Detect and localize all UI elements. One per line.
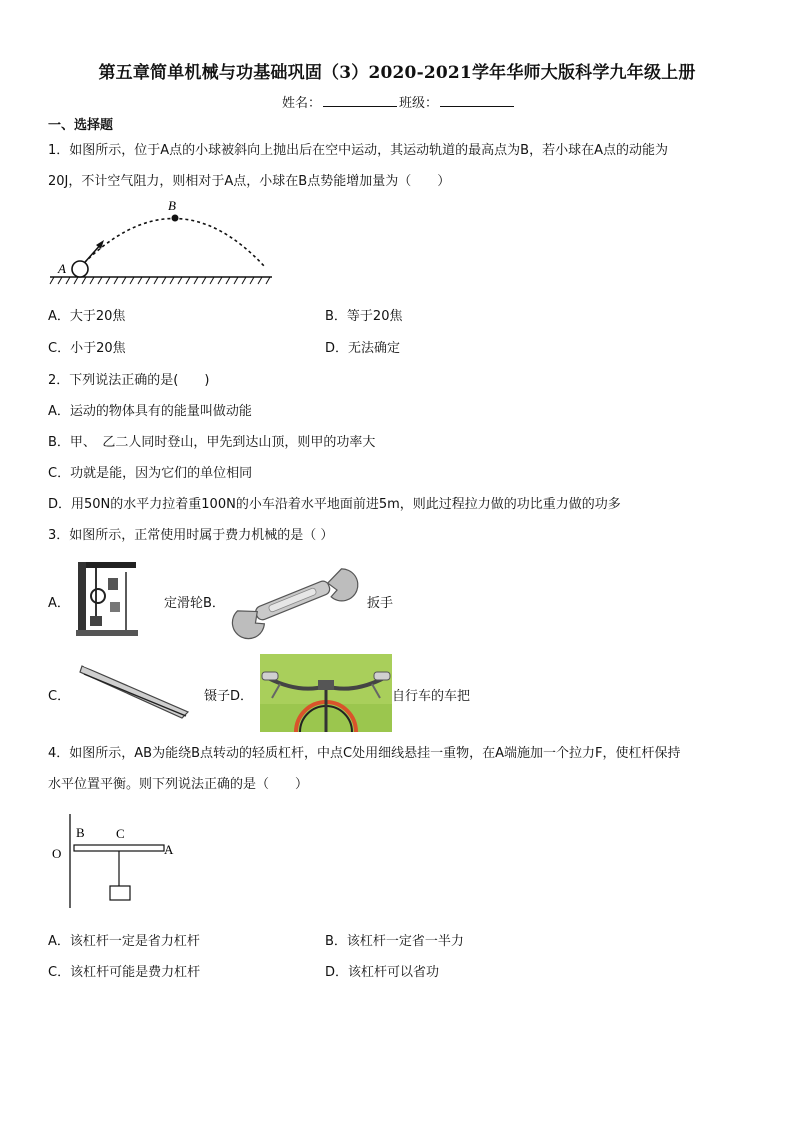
- q1-option-a[interactable]: A．大于20焦: [48, 309, 126, 324]
- q1-option-b[interactable]: B．等于20焦: [325, 309, 403, 324]
- q1-option-c[interactable]: C．小于20焦: [48, 341, 126, 356]
- q3-option-b-label: 扳手: [367, 596, 394, 611]
- ball-icon: [72, 261, 88, 277]
- name-label: 姓名：: [282, 96, 322, 111]
- q4-option-b[interactable]: B．该杠杆一定省一半力: [325, 934, 464, 949]
- class-blank[interactable]: [440, 94, 514, 107]
- q1-stem-line1: 1．如图所示，位于A点的小球被斜向上抛出后在空中运动，其运动轨道的最高点为B，若小球在A点的动能为: [48, 143, 668, 158]
- q2-option-a[interactable]: A．运动的物体具有的能量叫做动能: [48, 404, 252, 419]
- name-blank[interactable]: [323, 94, 397, 107]
- q4-option-c[interactable]: C．该杠杆可能是费力杠杆: [48, 965, 201, 980]
- q4-label-o: O: [52, 846, 62, 861]
- q1-stem-line2: 20J，不计空气阻力，则相对于A点，小球在B点势能增加量为（ ）: [48, 174, 451, 189]
- section-heading: 一、选择题: [48, 118, 114, 133]
- q4-option-a[interactable]: A．该杠杆一定是省力杠杆: [48, 934, 200, 949]
- q1-label-b: B: [168, 198, 176, 213]
- q3-stem: 3．如图所示，正常使用时属于费力机械的是（ ）: [48, 528, 334, 543]
- fixed-pulley-image: [76, 562, 138, 636]
- q2-option-c[interactable]: C．功就是能，因为它们的单位相同: [48, 466, 253, 481]
- q4-stem-line2: 水平位置平衡。则下列说法正确的是（ ）: [48, 777, 309, 792]
- wrench-image: [232, 565, 356, 637]
- q4-lever-figure: [48, 812, 188, 912]
- q3-option-d-label: 自行车的车把: [392, 689, 471, 704]
- class-label: 班级：: [399, 96, 439, 111]
- q4-label-c: C: [116, 826, 125, 841]
- q1-label-a: A: [58, 261, 66, 276]
- q4-option-d[interactable]: D．该杠杆可以省功: [325, 965, 440, 980]
- q3-option-a-prefix[interactable]: A．: [48, 596, 70, 611]
- q2-stem: 2．下列说法正确的是( ): [48, 373, 210, 388]
- tweezers-image: [78, 660, 194, 722]
- q3-option-d-prefix[interactable]: D．: [230, 689, 254, 704]
- q4-stem-line1: 4．如图所示，AB为能绕B点转动的轻质杠杆，中点C处用细线悬挂一重物，在A端施加一个拉力F，使杠杆保持: [48, 746, 681, 761]
- q2-option-b[interactable]: B．甲、 乙二人同时登山，甲先到达山顶，则甲的功率大: [48, 435, 376, 450]
- q3-option-c-prefix[interactable]: C．: [48, 689, 71, 704]
- q3-option-b-prefix[interactable]: B．: [203, 596, 225, 611]
- q2-option-d[interactable]: D．用50N的水平力拉着重100N的小车沿着水平地面前进5m，则此过程拉力做的功比重力做的功多: [48, 497, 621, 512]
- q3-option-c-label: 镊子D．: [204, 689, 254, 704]
- student-info: [282, 92, 516, 111]
- q1-option-d[interactable]: D．无法确定: [325, 341, 401, 356]
- q1-trajectory-figure: [50, 195, 290, 290]
- q4-label-b: B: [76, 825, 85, 840]
- q4-label-a: A: [164, 842, 174, 857]
- page-title: 第五章简单机械与功基础巩固（3）2020-2021学年华师大版科学九年级上册: [98, 63, 696, 83]
- bicycle-handlebar-image: [260, 654, 392, 732]
- q3-option-a-label: 定滑轮B．: [164, 596, 225, 611]
